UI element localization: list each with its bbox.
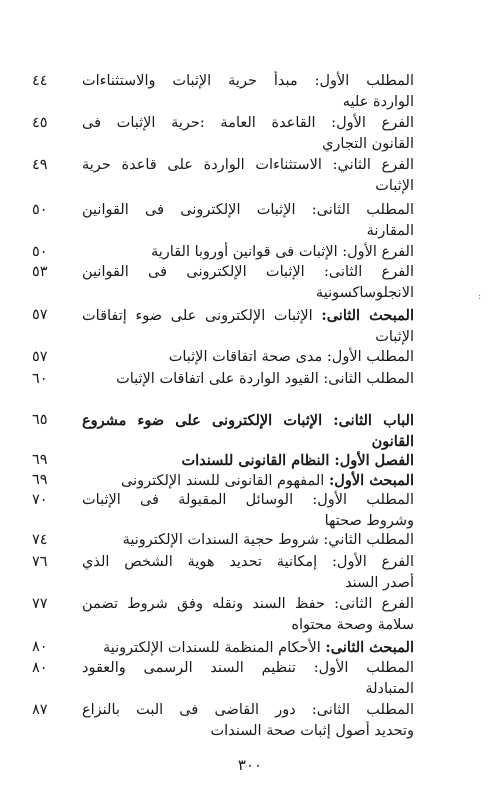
toc-entry-title (82, 530, 414, 551)
toc-entry-title (82, 410, 414, 452)
toc-entry-line: الفصل الأول: النظام القانونى للسندات (181, 452, 414, 469)
toc-page-number: ٨٠ (32, 639, 48, 655)
toc-entry-title (82, 594, 414, 636)
toc-entry-line: المطلب الثانى: الإثبات الإلكترونى فى القوانين (82, 202, 414, 218)
toc-entry-title (82, 470, 414, 492)
toc-entry-title (82, 71, 414, 113)
toc-entry-title (82, 700, 414, 742)
toc-page-number: ٧٠ (32, 492, 48, 508)
toc-entry-line: أصدر السند (345, 575, 414, 591)
toc-page-number: ٦٩ (32, 472, 48, 488)
toc-page-number: ٦٩ (32, 452, 48, 468)
toc-entry-title (82, 305, 414, 348)
toc-page-number: ٥٠ (32, 244, 48, 260)
toc-entry-line: الفرع الثاني: الاستثناءات الواردة على قاعدة حرية (82, 157, 414, 173)
toc-entry-line: المطلب الأول: تنظيم السند الرسمى والعقود (82, 660, 414, 676)
toc-entry-title (82, 262, 414, 304)
page-footer-number: ٣٠٠ (237, 756, 263, 774)
toc-page-number: ٦٠ (32, 371, 48, 387)
toc-page-number: ٧٤ (32, 532, 48, 548)
toc-page-number: ٥٧ (32, 349, 48, 365)
toc-entry-line: المطلب الأول: الوسائل المقبولة فى الإثبات (82, 492, 414, 508)
toc-entry-title (82, 347, 414, 368)
toc-entry-title (82, 113, 414, 155)
toc-entry-line: المطلب الأول: مدى صحة اتفاقات الإثبات (168, 349, 414, 365)
toc-entry-title (82, 155, 414, 197)
toc-entry-line: الإثبات (375, 178, 414, 194)
toc-entry-title (82, 242, 414, 263)
toc-entry-line: الفرع الثانى: الإثبات الإلكترونى فى القوانين (82, 264, 414, 280)
toc-entry-line: المبحث الثانى: الإثبات الإلكترونى على ضوء إتفاقات (82, 307, 414, 324)
toc-entry-title (82, 658, 414, 700)
toc-entry-line: المطلب الأول: مبدأ حرية الإثبات والاستثناءات (82, 73, 414, 89)
toc-entry-line: المبحث الأول: المفهوم القانونى للسند الإلكترونى (120, 472, 414, 489)
toc-page-number: ٨٧ (32, 702, 48, 718)
toc-entry-line: المبحث الثانى: الأحكام المنظمة للسندات الإلكترونية (102, 639, 414, 656)
toc-entry-title (82, 490, 414, 532)
toc-entry-line: وشروط صحتها (324, 513, 414, 529)
toc-entry-line: وتحديد أصول إثبات صحة السندات (210, 723, 414, 739)
toc-entry-title (82, 200, 414, 242)
toc-page-number: ٥٣ (32, 264, 48, 280)
toc-entry-line: الفرع الأول: الإثبات فى قوانين أوروبا القارية (150, 244, 414, 260)
toc-entry-line: القانون (371, 433, 414, 450)
toc-page-number: ٦٥ (32, 412, 48, 428)
toc-entry-line: الفرع الثانى: حفظ السند ونقله وفق شروط تضمن (82, 596, 414, 612)
toc-entry-line: المقارنة (366, 223, 414, 239)
toc-entry-line: الفرع الأول: القاعدة العامة :حرية الإثبات فى (82, 115, 414, 131)
toc-entry-title (82, 369, 414, 390)
toc-entry-title (82, 637, 414, 659)
toc-entry-title (82, 450, 414, 471)
toc-page-number: ٥٠ (32, 202, 48, 218)
toc-entry-line: الواردة عليه (342, 94, 414, 110)
toc-entry-line: سلامة وصحة محتواه (291, 617, 414, 633)
toc-page-number: ٧٦ (32, 554, 48, 570)
toc-page-number: ٤٥ (32, 115, 48, 131)
toc-page-number: ٨٠ (32, 660, 48, 676)
toc-page-number: ٤٤ (32, 73, 48, 89)
toc-entry-line: القانون التجاري (322, 136, 414, 152)
toc-entry-line: الفرع الأول: إمكانية تحديد هوية الشخص الذي (82, 554, 414, 570)
toc-entry-line: المتبادلة (365, 681, 414, 697)
toc-entry-title (82, 552, 414, 594)
margin-mark: : (478, 292, 482, 302)
toc-page-number: ٤٩ (32, 157, 48, 173)
toc-entry-line: الانجلوساكسونية (315, 285, 414, 301)
toc-entry-line: الإثبات (375, 329, 414, 345)
toc-page-number: ٥٧ (32, 307, 48, 323)
toc-entry-line: المطلب الثانى: دور القاضى فى البت بالنزاع (82, 702, 414, 718)
toc-entry-line: المطلب الثاني: شروط حجية السندات الإلكترونية (122, 532, 414, 548)
toc-page-number: ٧٧ (32, 596, 48, 612)
toc-entry-line: المطلب الثانى: القيود الواردة على اتفاقات الإثبات (116, 371, 414, 387)
toc-entry-line: الباب الثانى: الإثبات الإلكترونى على ضوء مشروع (82, 412, 414, 429)
